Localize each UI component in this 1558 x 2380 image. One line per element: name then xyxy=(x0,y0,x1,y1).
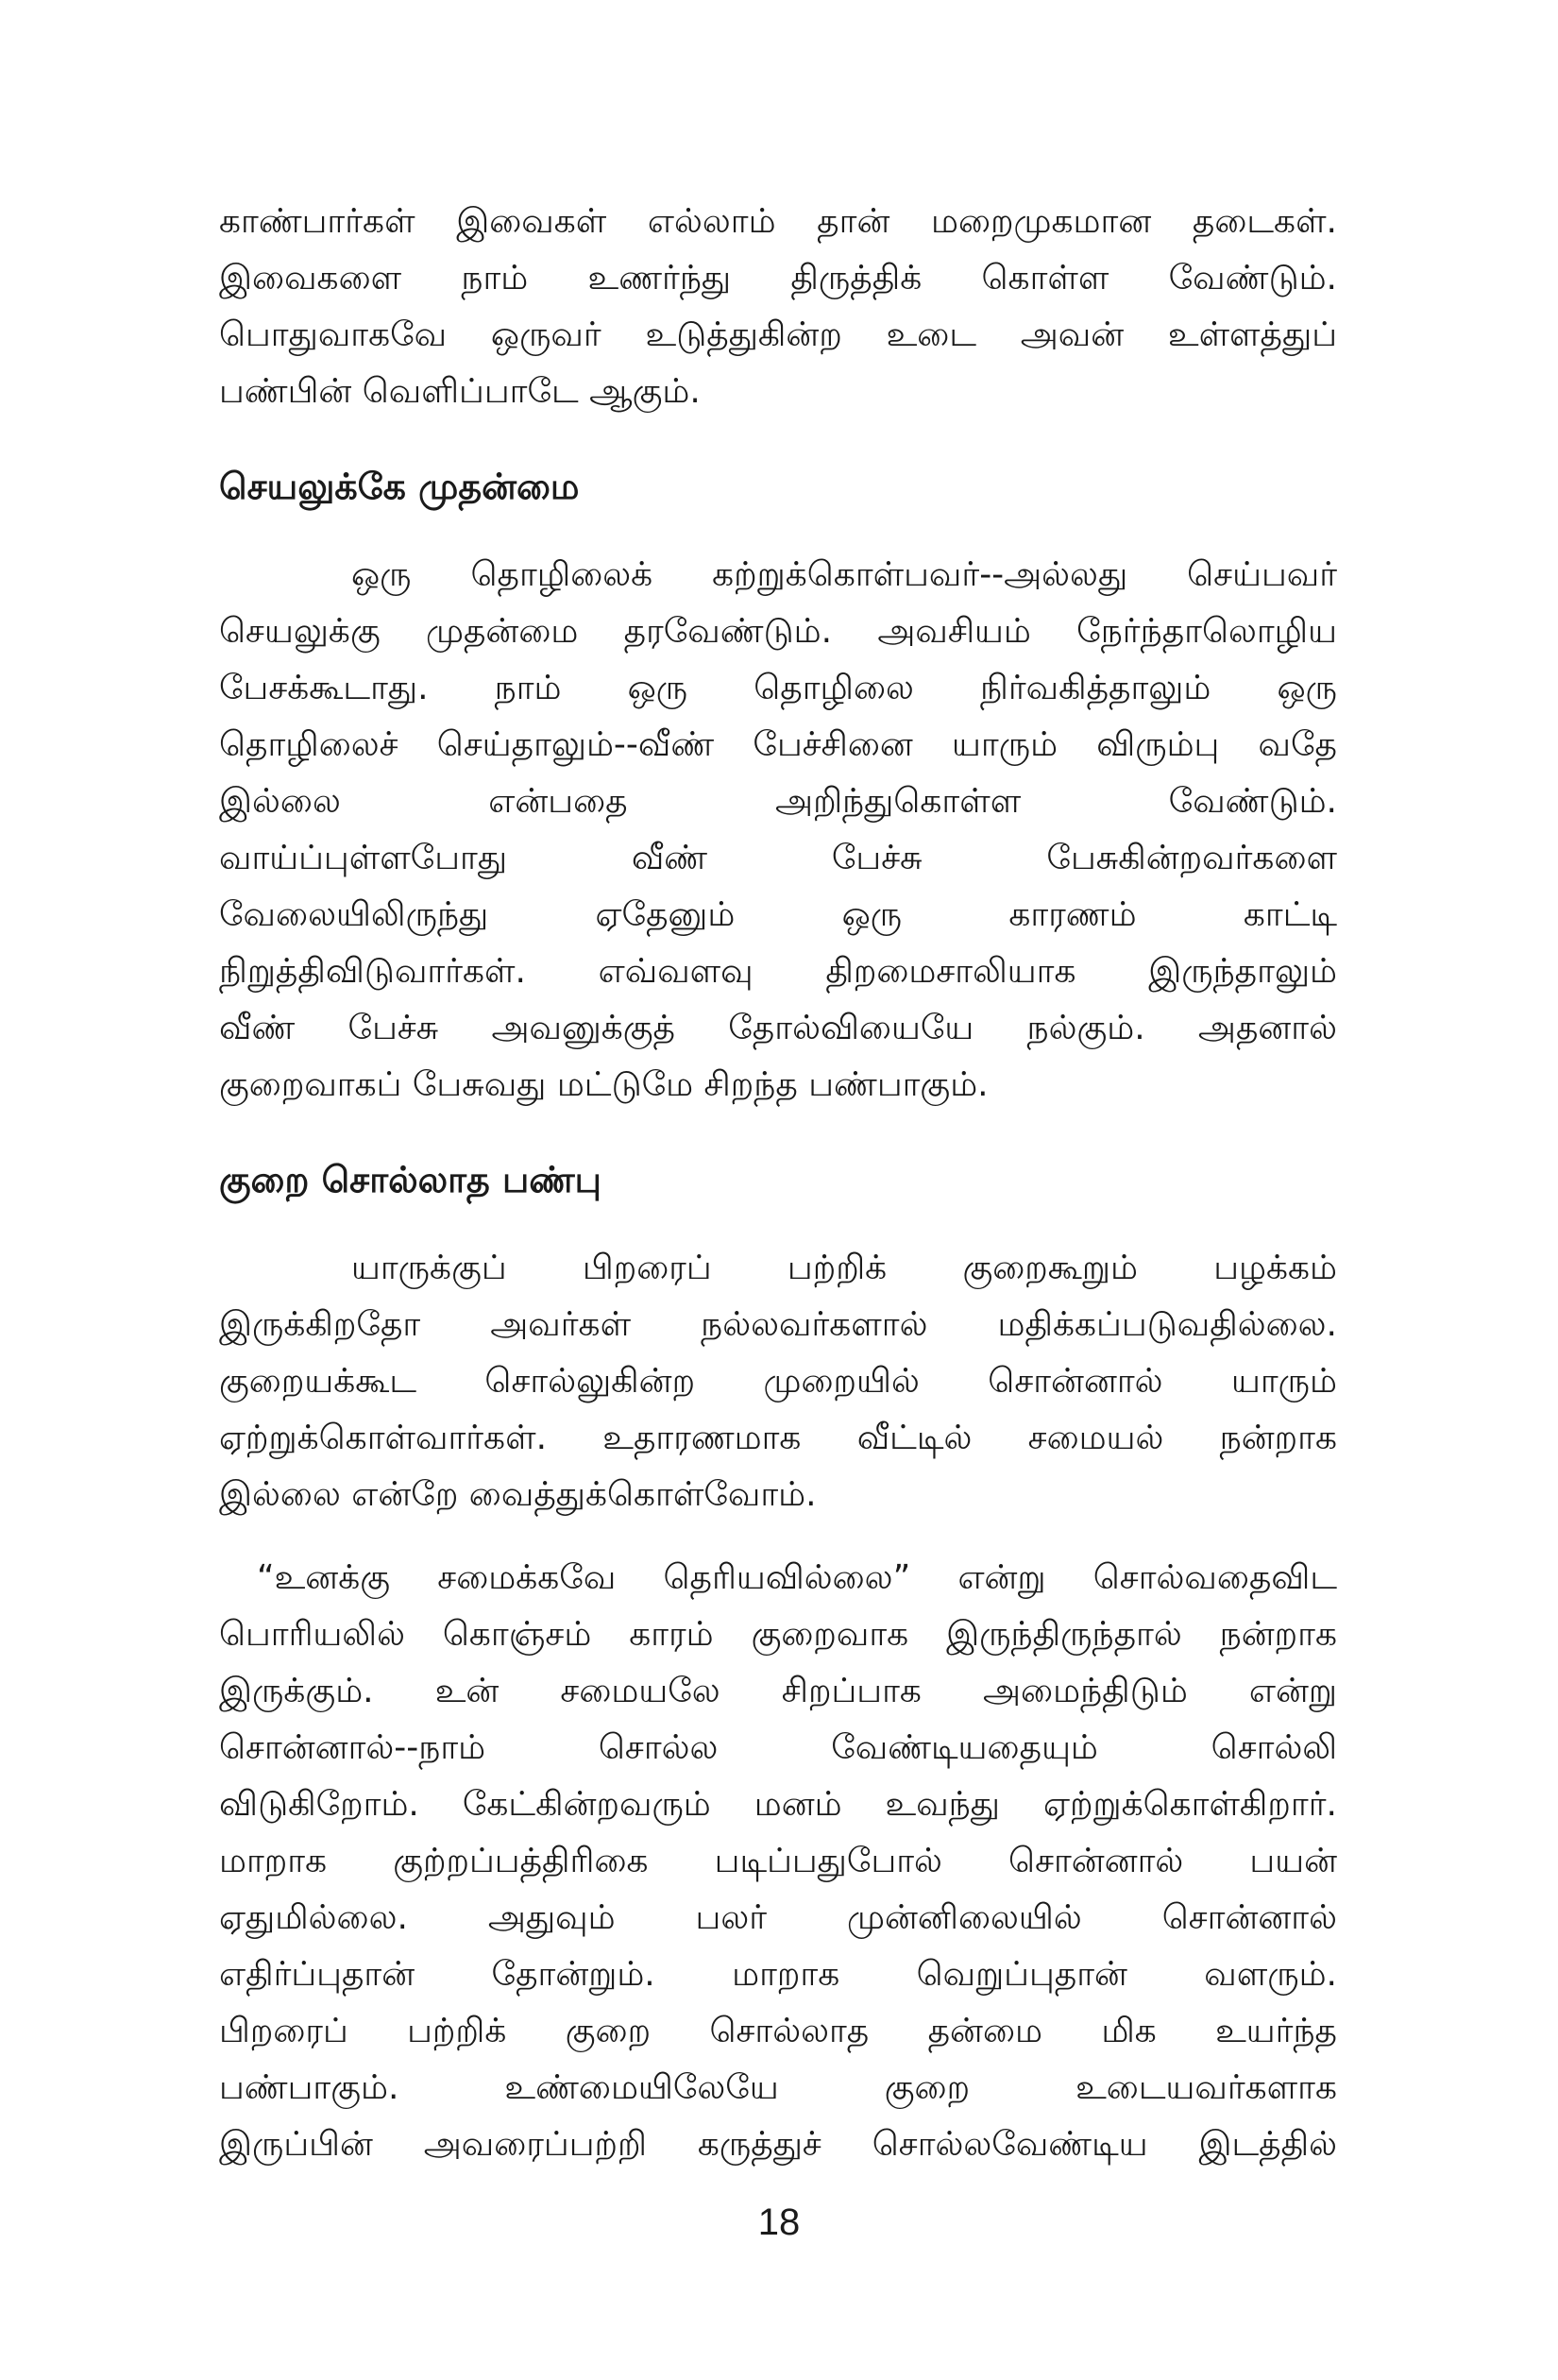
text-line: “உனக்கு சமைக்கவே தெரியவில்லை” என்று சொல்வதைவிட xyxy=(257,1558,1337,1597)
text-line: இருக்கிறதோ அவர்கள் நல்லவர்களால் மதிக்கப்படுவதில்லை. xyxy=(219,1305,1337,1344)
section2-paragraph-1 xyxy=(219,1240,1337,1523)
page-body xyxy=(219,194,1337,2173)
text-line: இல்லை என்பதை அறிந்துகொள்ள வேண்டும். xyxy=(219,782,1337,821)
text-line: இருப்பின் அவரைப்பற்றி கருத்துச் சொல்லவேண்டிய இடத்தில் xyxy=(219,2125,1337,2164)
text-line: எதிர்ப்புதான் தோன்றும். மாறாக வெறுப்புதான் வளரும். xyxy=(219,1955,1337,1994)
section1-paragraph xyxy=(219,547,1337,1114)
text-line: பேசக்கூடாது. நாம் ஒரு தொழிலை நிர்வகித்தாலும் ஒரு xyxy=(219,669,1337,707)
intro-paragraph xyxy=(219,194,1337,420)
text-line: இருக்கும். உன் சமையலே சிறப்பாக அமைந்திடும் என்று xyxy=(219,1672,1337,1710)
section2-paragraph-2 xyxy=(219,1550,1337,2173)
text-line: குறைவாகப் பேசுவது மட்டுமே சிறந்த பண்பாகும். xyxy=(219,1065,989,1104)
text-line: பொதுவாகவே ஒருவர் உடுத்துகின்ற உடை அவன் உள்ளத்துப் xyxy=(219,315,1337,354)
text-line: ஏற்றுக்கொள்வார்கள். உதாரணமாக வீட்டில் சமையல் நன்றாக xyxy=(219,1419,1337,1457)
text-line: நிறுத்திவிடுவார்கள். எவ்வளவு திறமைசாலியாக இருந்தாலும் xyxy=(219,952,1337,991)
text-line: விடுகிறோம். கேட்கின்றவரும் மனம் உவந்து ஏற்றுக்கொள்கிறார். xyxy=(219,1785,1337,1824)
text-line: வாய்ப்புள்ளபோது வீண் பேச்சு பேசுகின்றவர்களை xyxy=(219,839,1337,877)
text-line: வீண் பேச்சு அவனுக்குத் தோல்வியையே நல்கும். அதனால் xyxy=(219,1009,1337,1047)
text-line: தொழிலைச் செய்தாலும்--வீண் பேச்சினை யாரும் விரும்பு வதே xyxy=(219,725,1337,764)
text-line: ஏதுமில்லை. அதுவும் பலர் முன்னிலையில் சொன்னால் xyxy=(219,1898,1337,1937)
text-line: சொன்னால்--நாம் சொல்ல வேண்டியதையும் சொல்லி xyxy=(219,1728,1337,1767)
text-line: வேலையிலிருந்து ஏதேனும் ஒரு காரணம் காட்டி xyxy=(219,895,1337,934)
text-line: பண்பின் வெளிப்பாடே ஆகும். xyxy=(219,372,701,411)
text-line: குறையக்கூட சொல்லுகின்ற முறையில் சொன்னால் யாரும் xyxy=(219,1362,1337,1401)
text-line: ஒரு தொழிலைக் கற்றுக்கொள்பவர்--அல்லது செய்பவர் xyxy=(351,555,1337,594)
section-heading-seyalukke-muthanmai: செயலுக்கே முதன்மை xyxy=(219,466,580,507)
page-number: 18 xyxy=(757,2202,801,2243)
text-line: காண்பார்கள் இவைகள் எல்லாம் தான் மறைமுகமான தடைகள். xyxy=(219,202,1337,241)
text-line: மாறாக குற்றப்பத்திரிகை படிப்பதுபோல் சொன்னால் பயன் xyxy=(219,1842,1337,1880)
text-line: யாருக்குப் பிறரைப் பற்றிக் குறைகூறும் பழக்கம் xyxy=(351,1249,1337,1287)
text-line: இல்லை என்றே வைத்துக்கொள்வோம். xyxy=(219,1475,817,1514)
text-line: பொரியலில் கொஞ்சம் காரம் குறைவாக இருந்திருந்தால் நன்றாக xyxy=(219,1615,1337,1654)
text-line: இவைகளை நாம் உணர்ந்து திருத்திக் கொள்ள வேண்டும். xyxy=(219,259,1337,298)
section-heading-kurai-sollatha-panbu: குறை சொல்லாத பண்பு xyxy=(219,1159,601,1200)
text-line: பிறரைப் பற்றிக் குறை சொல்லாத தன்மை மிக உயர்ந்த xyxy=(219,2012,1337,2050)
text-line: செயலுக்கு முதன்மை தரவேண்டும். அவசியம் நேர்ந்தாலொழிய xyxy=(219,612,1337,651)
text-line: பண்பாகும். உண்மையிலேயே குறை உடையவர்களாக xyxy=(219,2068,1337,2107)
